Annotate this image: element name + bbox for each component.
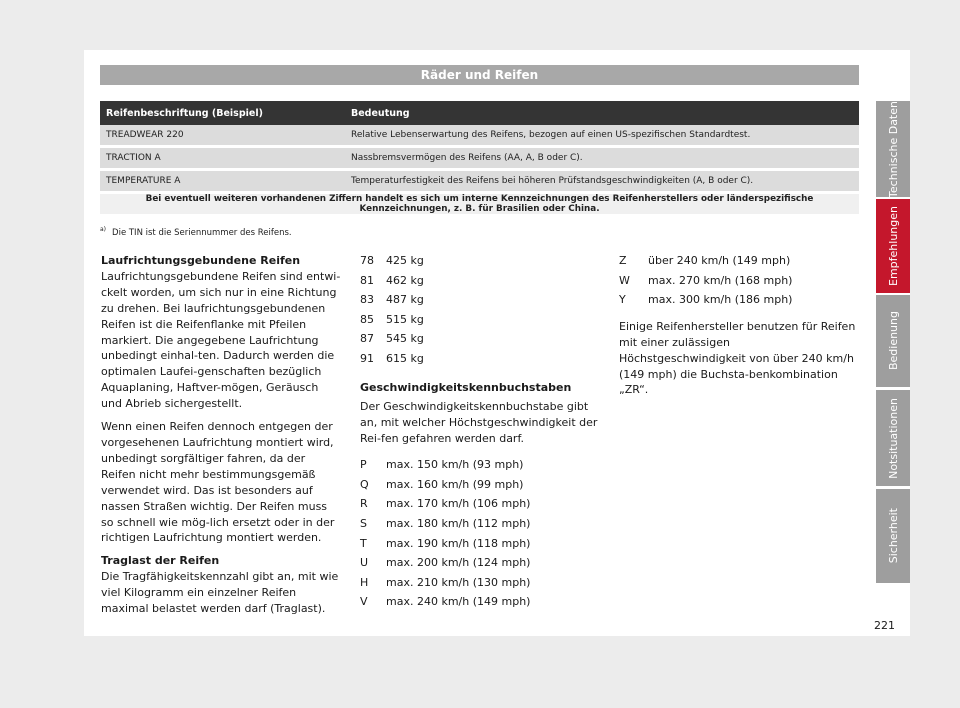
list-key: Q [360, 477, 369, 491]
footnote-marker: a) [100, 226, 107, 233]
list-value: max. 300 km/h (186 mph) [648, 293, 793, 307]
table-row [100, 170, 859, 193]
heading-traglast: Traglast der Reifen [101, 554, 220, 568]
speed-index-item [360, 553, 605, 573]
list-value: max. 200 km/h (124 mph) [386, 556, 531, 570]
table-note: Bei eventuell weiteren vorhandenen Ziffern handelt es sich um interne Kennzeichnungen des Reifenherstellers oder länderspezifische Kennzeichnungen, z. B. für Brasilien oder China. [100, 193, 859, 216]
list-value: max. 160 km/h (99 mph) [386, 477, 524, 491]
side-tab-sicherheit[interactable]: Sicherheit [876, 489, 910, 583]
list-key: S [360, 516, 367, 530]
list-value: 425 kg [386, 254, 424, 267]
list-value: max. 170 km/h (106 mph) [386, 497, 531, 511]
column-left [101, 253, 341, 617]
list-key: Y [619, 293, 626, 307]
side-tab-empfehlungen[interactable]: Empfehlungen [876, 199, 910, 293]
table-header-row [100, 101, 859, 125]
list-value: 545 kg [386, 332, 424, 346]
paragraph: Laufrichtungsgebundene Reifen sind entwi-ckelt worden, um sich nur in eine Richtung zu drehen. Bei laufrichtungsgebundenen Reifen ist die Reifenflanke mit Pfeilen markiert. Die angegebene Laufrichtung unbedingt einhal-ten. Dadurch werden die optimalen Laufei-genschaften bezüglich Aquaplaning, Haftver-mögen, Geräusch und Abrieb sichergestellt. [101, 269, 341, 411]
table-cell: TRACTION A [100, 147, 345, 170]
list-key: W [619, 273, 630, 287]
speed-index-item [360, 534, 605, 554]
load-index-item [360, 349, 605, 369]
paragraph: Der Geschwindigkeitskennbuchstabe gibt an, mit welcher Höchstgeschwindigkeit der Rei-fen gefahren werden darf. [360, 400, 598, 446]
speed-index-item [619, 251, 859, 271]
side-tab-notsituationen[interactable]: Notsituationen [876, 390, 910, 486]
footnote [100, 226, 292, 238]
list-value: max. 190 km/h (118 mph) [386, 536, 531, 550]
list-value: 462 kg [386, 273, 424, 287]
table-cell: Relative Lebenserwartung des Reifens, bezogen auf einen US-spezifischen Standardtest. [345, 125, 859, 147]
list-key: U [360, 556, 369, 570]
tire-marking-table [100, 101, 859, 217]
heading-laufrichtung: Laufrichtungsgebundene Reifen [101, 254, 301, 267]
load-index-item [360, 271, 605, 291]
list-key: 83 [360, 293, 374, 307]
list-key: 85 [360, 312, 374, 326]
list-value: max. 150 km/h (93 mph) [386, 458, 524, 472]
list-value: 615 kg [386, 351, 424, 365]
speed-index-item [619, 271, 859, 291]
load-index-list [360, 251, 605, 369]
list-key: Z [619, 254, 627, 267]
list-key: 87 [360, 332, 374, 346]
load-index-item [360, 310, 605, 330]
table-row [100, 125, 859, 147]
list-key: P [360, 458, 367, 472]
list-value: über 240 km/h (149 mph) [648, 254, 791, 267]
list-value: 487 kg [386, 293, 424, 307]
table-cell: TEMPERATURE A [100, 170, 345, 193]
list-value: max. 240 km/h (149 mph) [386, 595, 531, 609]
table-cell: Temperaturfestigkeit des Reifens bei höheren Prüfstandsgeschwindigkeiten (A, B oder C). [345, 170, 859, 193]
list-key: T [360, 536, 367, 550]
heading-speed-letters: Geschwindigkeitskennbuchstaben [360, 380, 572, 394]
speed-index-item [360, 475, 605, 495]
load-index-item [360, 290, 605, 310]
section-header: Räder und Reifen [100, 65, 859, 85]
speed-index-item [360, 573, 605, 593]
list-key: 78 [360, 254, 374, 267]
list-value: max. 210 km/h (130 mph) [386, 575, 531, 589]
page-number: 221 [874, 619, 895, 632]
footnote-text: Die TIN ist die Seriennummer des Reifens. [112, 227, 292, 238]
list-key: R [360, 497, 368, 511]
speed-index-item [360, 455, 605, 475]
side-tab-technische-daten[interactable]: Technische Daten [876, 101, 910, 197]
speed-index-list [619, 251, 859, 310]
paragraph: Die Tragfähigkeitskennzahl gibt an, mit wie viel Kilogramm ein einzelner Reifen maximal belastet werden darf (Traglast). [101, 570, 339, 616]
column-middle [360, 251, 605, 612]
table-note-row [100, 193, 859, 216]
list-value: max. 180 km/h (112 mph) [386, 516, 531, 530]
paragraph: Wenn einen Reifen dennoch entgegen der vorgesehenen Laufrichtung montiert wird, unbedingt sorgfältiger fahren, da der Reifen nicht mehr bestimmungsgemäß verwendet wird. Das ist besonders auf nassen Straßen wichtig. Der Reifen muss so schnell wie mög-lich ersetzt oder in der richtigen Laufrichtung montiert werden. [101, 420, 335, 545]
side-tab-bedienung[interactable]: Bedienung [876, 295, 910, 387]
list-key: H [360, 575, 369, 589]
table-cell: Nassbremsvermögen des Reifens (AA, A, B oder C). [345, 147, 859, 170]
list-key: V [360, 595, 368, 609]
table-header-cell: Bedeutung [345, 101, 859, 125]
speed-index-item [360, 494, 605, 514]
column-right [619, 251, 859, 398]
table-row [100, 147, 859, 170]
speed-index-item [619, 290, 859, 310]
list-value: 515 kg [386, 312, 424, 326]
speed-index-list [360, 455, 605, 612]
list-key: 81 [360, 273, 374, 287]
table-header-cell: Reifenbeschriftung (Beispiel) [100, 101, 345, 125]
list-key: 91 [360, 351, 374, 365]
speed-index-item [360, 592, 605, 612]
table-cell: TREADWEAR 220 [100, 125, 345, 147]
paragraph: Einige Reifenhersteller benutzen für Reifen mit einer zulässigen Höchstgeschwindigkeit von über 240 km/h (149 mph) die Buchsta-benkombination „ZR“. [619, 319, 856, 397]
load-index-item [360, 329, 605, 349]
list-value: max. 270 km/h (168 mph) [648, 273, 793, 287]
speed-index-item [360, 514, 605, 534]
load-index-item [360, 251, 605, 271]
